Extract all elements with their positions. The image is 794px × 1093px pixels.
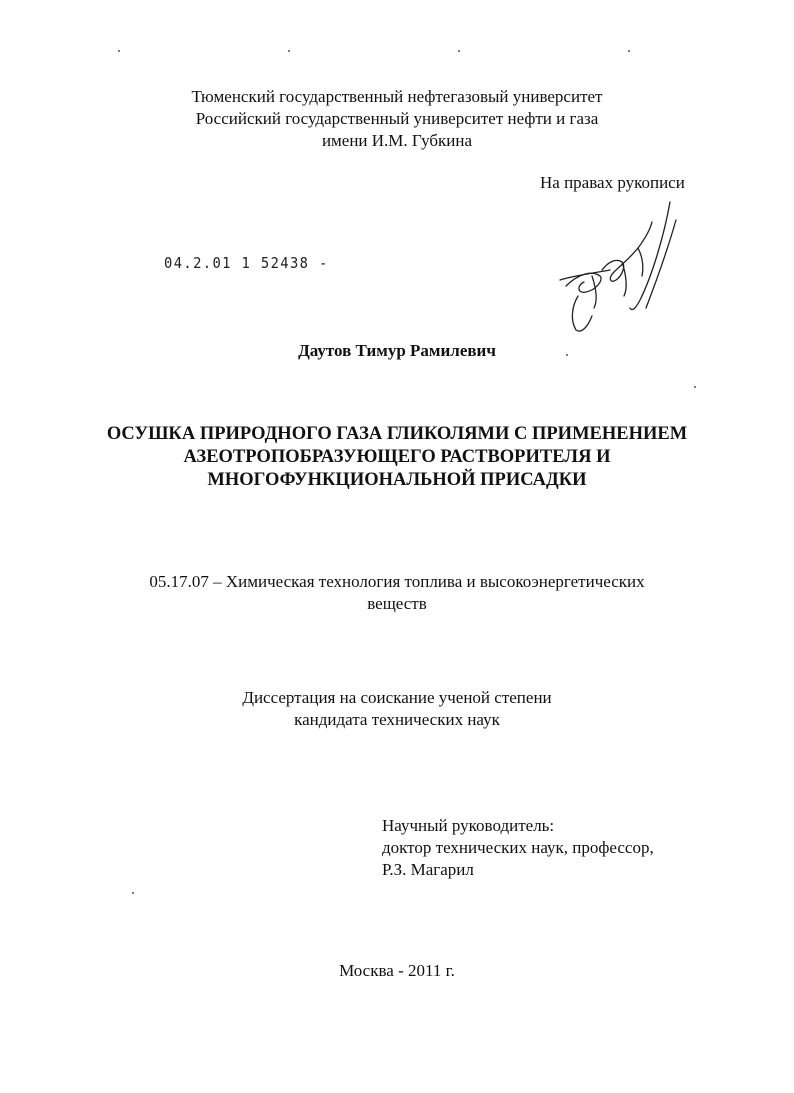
specialty-code [0, 571, 794, 615]
scan-speck [458, 50, 460, 52]
specialty-line-1: 05.17.07 – Химическая технология топлива и высокоэнергетических [149, 572, 645, 591]
title-line-3: МНОГОФУНКЦИОНАЛЬНОЙ ПРИСАДКИ [207, 470, 587, 490]
degree-statement [0, 687, 794, 731]
scientific-advisor [382, 815, 654, 881]
manuscript-rights-note: На правах рукописи [540, 173, 685, 192]
header-line-3: имени И.М. Губкина [321, 131, 473, 150]
city-year: Москва - 2011 г. [339, 961, 455, 980]
scan-speck [628, 50, 630, 52]
degree-line-1: Диссертация на соискание ученой степени [242, 688, 552, 707]
advisor-line-2: доктор технических наук, профессор, [382, 838, 654, 857]
thesis-title [0, 423, 794, 492]
header-line-2: Российский государственный университет нефти и газа [195, 109, 599, 128]
advisor-line-3: Р.З. Магарил [382, 860, 474, 879]
specialty-line-2: веществ [367, 594, 427, 613]
title-line-1: ОСУШКА ПРИРОДНОГО ГАЗА ГЛИКОЛЯМИ С ПРИМЕНЕНИЕМ [106, 424, 688, 444]
scan-speck [694, 386, 696, 388]
scan-speck [132, 892, 134, 894]
scan-speck [288, 50, 290, 52]
scan-speck [118, 50, 120, 52]
advisor-line-1: Научный руководитель: [382, 816, 555, 835]
handwritten-signature [552, 196, 692, 336]
university-header [0, 86, 794, 152]
title-line-2: АЗЕОТРОПОБРАЗУЮЩЕГО РАСТВОРИТЕЛЯ И [183, 447, 611, 467]
header-line-1: Тюменский государственный нефтегазовый университет [191, 87, 603, 106]
degree-line-2: кандидата технических наук [294, 710, 500, 729]
registration-number-stamp: 04.2.01 1 52438 - [164, 254, 329, 272]
author-name: Даутов Тимур Рамилевич [298, 341, 496, 360]
